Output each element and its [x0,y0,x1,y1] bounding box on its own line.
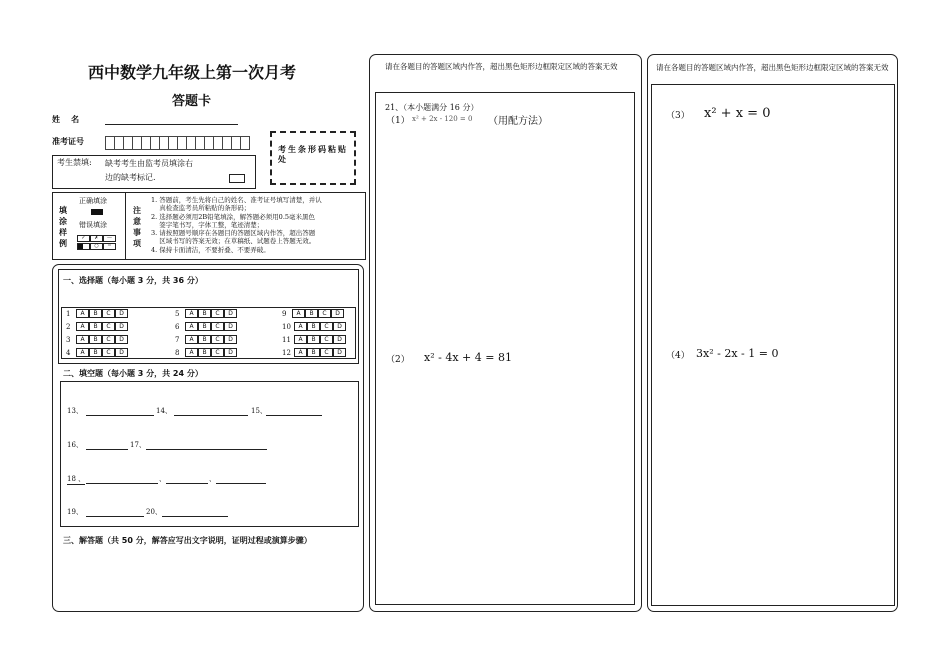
choice-option-a[interactable]: A [294,335,307,344]
fill-q18-blank-3[interactable] [216,483,266,484]
choice-option-b[interactable]: B [89,309,102,318]
fill-q16: 16、 [67,441,83,449]
choice-option-a[interactable]: A [76,348,89,357]
choice-option-c[interactable]: C [102,348,115,357]
choice-option-c[interactable]: C [102,335,115,344]
wrong-fill-samples: ✓ ✗ — ○ = [77,235,121,251]
exam-title: 西中数学九年级上第一次月考 [88,63,297,82]
choice-heading: 一、选择题（每小题 3 分，共 36 分） [63,276,203,285]
choice-option-c[interactable]: C [211,322,224,331]
q21-p2-equation: x² - 4x + 4 = 81 [424,351,512,364]
choice-option-d[interactable]: D [333,348,346,357]
choice-option-b[interactable]: B [198,322,211,331]
choice-option-a[interactable]: A [76,309,89,318]
choice-option-d[interactable]: D [115,335,128,344]
choice-option-b[interactable]: B [89,335,102,344]
notes-list [151,196,322,254]
q21-label: 21、（本小题满分 16 分） [385,103,479,112]
fill-section-box [60,381,359,527]
choice-question-number: 3 [66,336,71,344]
notes-title: 注意事项 [133,206,141,248]
fill-q18-blank-1[interactable] [86,483,158,484]
choice-option-d[interactable]: D [224,348,237,357]
q21-p3-label: （3） [666,111,690,121]
note-item: 3. 请按照题号顺序在各题目的答题区域内作答，超出答题 [151,229,316,238]
choice-option-b[interactable]: B [307,348,320,357]
choice-question-number: 5 [175,310,180,318]
choice-option-d[interactable]: D [333,322,346,331]
choice-option-a[interactable]: A [76,335,89,344]
fill-q15-blank[interactable] [266,415,322,416]
choice-option-a[interactable]: A [294,322,307,331]
middle-warning: 请在各题目的答题区域内作答，超出黑色矩形边框限定区域的答案无效 [385,62,618,71]
choice-option-b[interactable]: B [89,348,102,357]
choice-option-c[interactable]: C [211,348,224,357]
solve-heading: 三、解答题（共 50 分，解答应写出文字说明，证明过程或演算步骤） [63,536,312,545]
fill-q18: 18 、 [67,475,86,483]
note-item: 区域书写的答案无效；在草稿纸、试题卷上答题无效。 [151,237,316,246]
fill-q17: 17、 [130,441,146,449]
note-item: 签字笔书写，字体工整，笔迹清楚； [151,220,264,229]
choice-option-c[interactable]: C [318,309,331,318]
id-label: 准考证号 [52,137,84,146]
choice-option-b[interactable]: B [198,348,211,357]
choice-question-number: 1 [66,310,71,318]
choice-option-d[interactable]: D [333,335,346,344]
choice-option-c[interactable]: C [211,335,224,344]
choice-option-a[interactable]: A [76,322,89,331]
note-item: 4. 保持卡面清洁，不要折叠、不要弄破。 [151,245,270,254]
choice-question-number: 8 [175,349,180,357]
choice-question-number: 12 [282,349,291,357]
choice-question-number: 4 [66,349,71,357]
middle-answer-box [375,92,635,605]
choice-option-a[interactable]: A [185,335,198,344]
absent-text-2: 边的缺考标记. [105,173,156,182]
q21-p1-label: （1） [386,116,410,126]
choice-option-d[interactable]: D [224,309,237,318]
fill-q20: 20、 [146,508,162,516]
note-item: 2. 选择题必须用2B铅笔填涂，解答题必须用0.5毫米黑色 [151,212,316,221]
choice-option-d[interactable]: D [224,335,237,344]
fill-q18-blank-2[interactable] [166,483,208,484]
q21-p4-label: （4） [666,351,690,361]
choice-option-c[interactable]: C [102,322,115,331]
choice-option-c[interactable]: C [320,335,333,344]
barcode-area [270,131,356,185]
fill-q19-blank[interactable] [86,516,144,517]
sample-divider [125,193,126,259]
choice-option-b[interactable]: B [89,322,102,331]
absent-label: 考生禁填: [57,158,92,167]
choice-option-b[interactable]: B [307,322,320,331]
choice-option-b[interactable]: B [198,335,211,344]
fill-q16-blank[interactable] [86,449,128,450]
fill-q17-blank[interactable] [146,449,267,450]
barcode-label: 考生条形码粘贴处 [278,145,348,164]
right-warning: 请在各题目的答题区域内作答，超出黑色矩形边框限定区域的答案无效 [656,63,889,72]
notes-box [52,192,366,260]
choice-question-number: 9 [282,310,287,318]
choice-option-d[interactable]: D [115,322,128,331]
choice-option-b[interactable]: B [305,309,318,318]
choice-question-number: 7 [175,336,180,344]
choice-option-a[interactable]: A [185,348,198,357]
q21-p4-equation: 3x² - 2x - 1 = 0 [696,347,779,360]
q21-p1-method: （用配方法） [488,116,548,127]
choice-option-c[interactable]: C [320,348,333,357]
fill-q19: 19、 [67,508,83,516]
fill-q18-sep-2: 、 [209,475,216,483]
choice-option-d[interactable]: D [115,309,128,318]
choice-option-d[interactable]: D [331,309,344,318]
fill-q20-blank[interactable] [162,516,228,517]
name-field[interactable] [105,124,238,125]
answer-card-title: 答题卡 [172,94,212,109]
choice-option-a[interactable]: A [292,309,305,318]
q21-p3-equation: x² + x = 0 [704,106,771,121]
fill-heading: 二、填空题（每小题 3 分，共 24 分） [63,369,203,378]
fill-q18-sep-1: 、 [159,475,166,483]
correct-fill-sample [91,209,103,215]
id-number-cells[interactable] [106,136,250,150]
absent-box [52,155,256,189]
note-item: 真检查监考员所粘贴的条形码； [151,204,251,213]
fill-q14: 14、 [156,407,172,415]
id-digit-cell[interactable] [240,136,250,150]
wrong-fill-label: 错误填涂 [79,221,107,229]
q21-p2-label: （2） [386,355,410,365]
fill-sample-title: 填涂样例 [59,206,67,248]
choice-option-d[interactable]: D [224,322,237,331]
choice-option-a[interactable]: A [185,309,198,318]
absent-text-1: 缺考考生由监考员填涂右 [105,159,193,168]
choice-question-number: 11 [282,336,291,344]
choice-option-c[interactable]: C [320,322,333,331]
choice-option-c[interactable]: C [211,309,224,318]
choice-question-number: 6 [175,323,180,331]
absent-mark-box[interactable] [229,174,245,183]
right-answer-box [651,84,895,606]
choice-option-d[interactable]: D [115,348,128,357]
correct-fill-label: 正确填涂 [79,197,107,205]
fill-q14-blank[interactable] [174,415,248,416]
choice-option-b[interactable]: B [307,335,320,344]
note-item: 1. 答题前，考生先将自己的姓名、准考证号填写清楚，并认 [151,196,322,204]
fill-q13: 13、 [67,407,83,415]
fill-q13-blank[interactable] [86,415,154,416]
choice-option-a[interactable]: A [185,322,198,331]
choice-option-c[interactable]: C [102,309,115,318]
choice-question-number: 10 [282,323,291,331]
choice-option-b[interactable]: B [198,309,211,318]
fill-q15: 15、 [251,407,267,415]
name-label: 姓 名 [52,115,80,124]
choice-question-number: 2 [66,323,71,331]
q21-p1-equation: x² + 2x - 120 = 0 [412,115,473,123]
choice-option-a[interactable]: A [294,348,307,357]
